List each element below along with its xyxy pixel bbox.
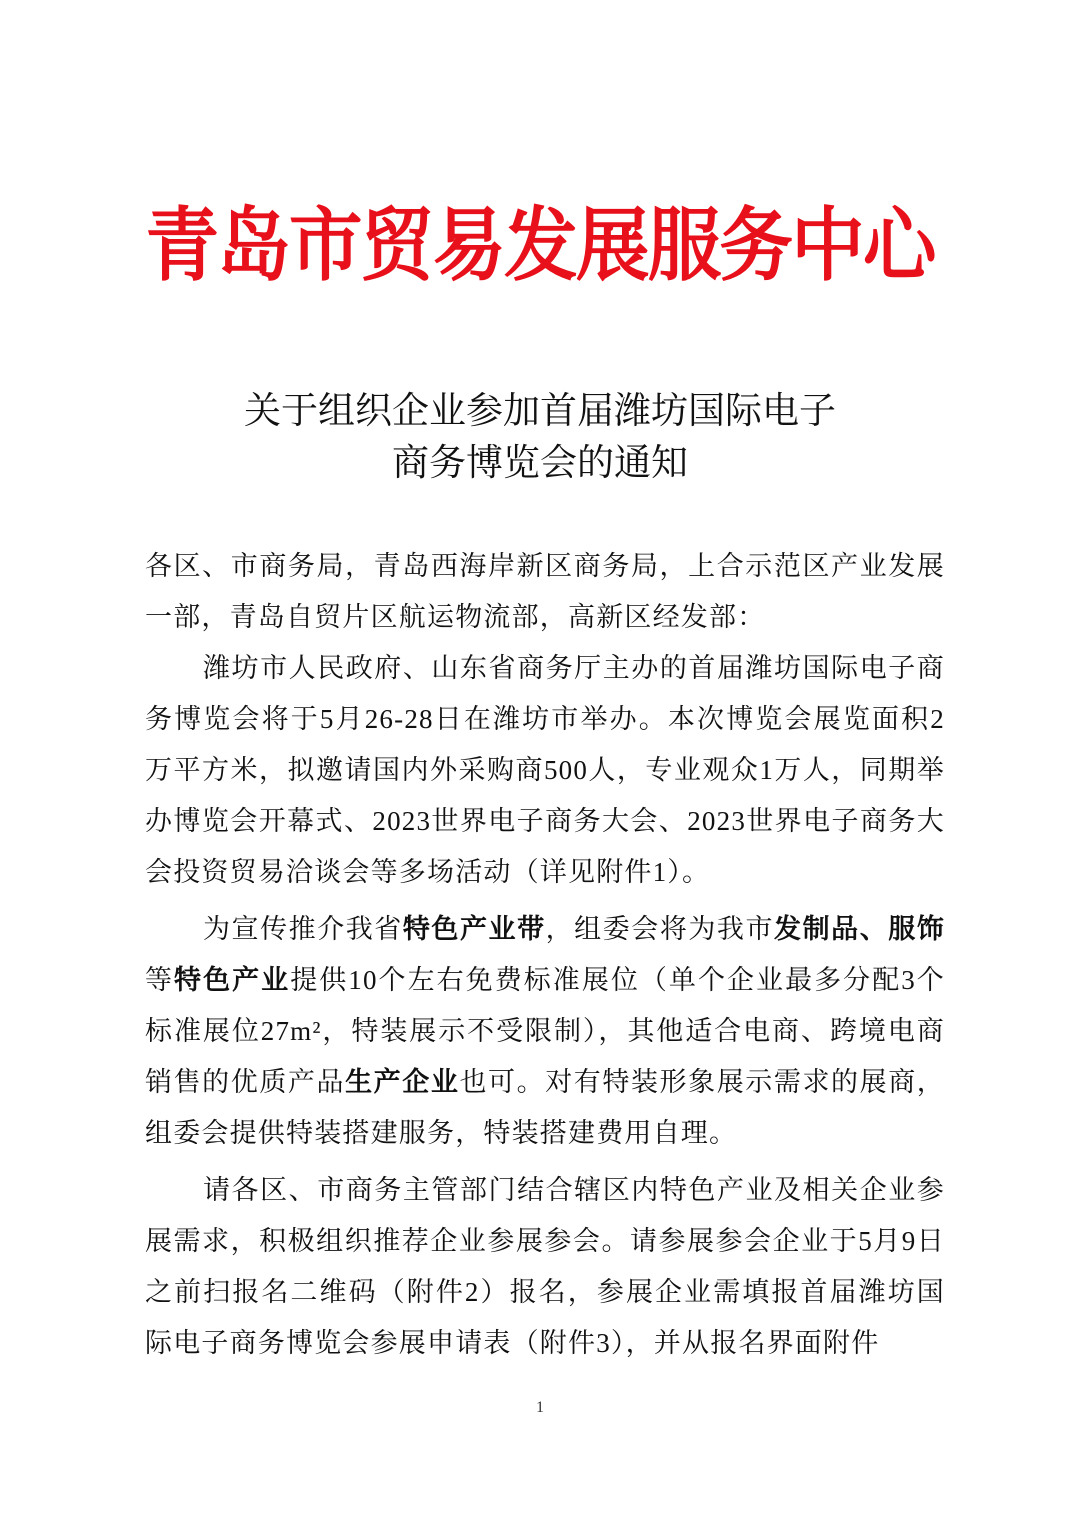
text-segment: 为宣传推介我省 — [203, 914, 403, 944]
paragraph-registration: 请各区、市商务主管部门结合辖区内特色产业及相关企业参展需求，积极组织推荐企业参展参会。请参展参会企业于5月9日之前扫报名二维码（附件2）报名，参展企业需填报首届潍坊国际电子商务博览会参展申请表（附件3），并从报名界面附件 — [145, 1175, 945, 1358]
paragraph-event-info: 潍坊市人民政府、山东省商务厅主办的首届潍坊国际电子商务博览会将于5月26-28日在潍坊市举办。本次博览会展览面积2万平方米，拟邀请国内外采购商500人，专业观众1万人，同期举办博览会开幕式、2023世界电子商务大会、2023世界电子商务大会投资贸易洽谈会等多场活动（详见附件1）。 — [145, 653, 945, 887]
document-body — [145, 541, 945, 1369]
text-segment: 提供10个左右免费标准展位（单个企业最多分配3个标准展位27m²，特装展示不受限制），其他适合电商、跨境电商销售的优质产品 — [145, 965, 945, 1097]
bold-segment: 生产企业 — [345, 1067, 460, 1097]
paragraph-booth-offer — [145, 904, 945, 1159]
text-segment: ，组委会将为我市 — [545, 914, 775, 944]
page-number: 1 — [536, 1399, 544, 1416]
text-segment: 也可。对有特装形象展示需求的展商，组委会提供特装搭建服务，特装搭建费用自理。 — [145, 1067, 945, 1148]
bold-segment: 特色产业 — [174, 965, 291, 995]
bold-segment: 特色产业带 — [402, 914, 546, 944]
bold-segment: 发制品、服饰 — [774, 914, 946, 944]
salutation: 各区、市商务局，青岛西海岸新区商务局，上合示范区产业发展一部，青岛自贸片区航运物流部，高新区经发部： — [145, 551, 945, 632]
document-title-line-1: 关于组织企业参加首届潍坊国际电子 — [244, 389, 836, 432]
organization-letterhead: 青岛市贸易发展服务中心 — [145, 199, 935, 292]
text-segment: 等 — [145, 965, 175, 995]
document-title-line-2: 商务博览会的通知 — [392, 441, 688, 484]
